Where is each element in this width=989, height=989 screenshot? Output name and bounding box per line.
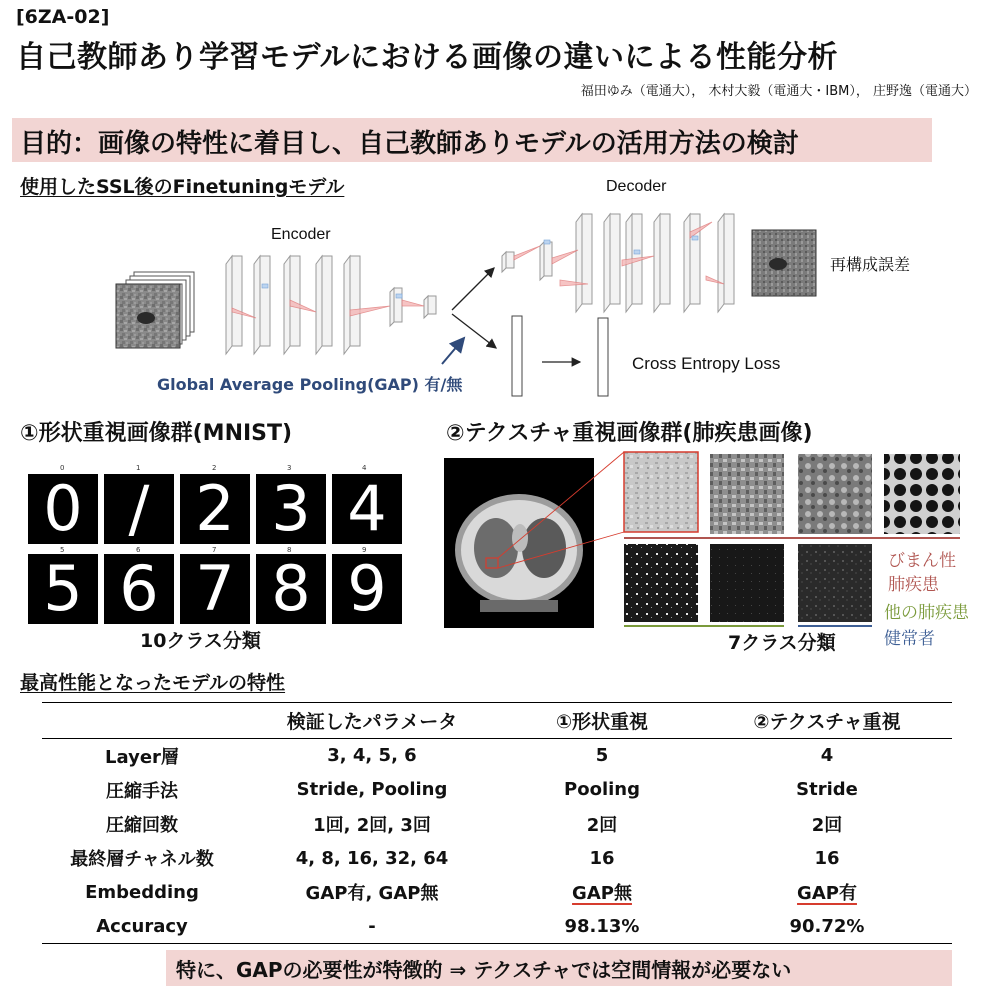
texture-sample bbox=[624, 544, 698, 622]
legend-diffuse-2: 肺疾患 bbox=[888, 575, 939, 595]
mnist-digit: 8 bbox=[256, 554, 326, 624]
authors: 福田ゆみ（電通大）， 木村大毅（電通大・IBM）， 庄野逸（電通大） bbox=[580, 84, 977, 99]
table-row bbox=[42, 841, 952, 875]
decoder-label: Decoder bbox=[606, 178, 667, 195]
column-header: ②テクスチャ重視 bbox=[702, 703, 952, 739]
digit-index: 2 bbox=[212, 464, 217, 472]
table-row bbox=[42, 909, 952, 943]
digit-index: 6 bbox=[136, 546, 141, 554]
row-label: 最終層チャネル数 bbox=[70, 849, 214, 871]
mnist-digit: 0 bbox=[28, 474, 98, 544]
table-cell: 98.13% bbox=[502, 909, 702, 943]
table-cell: 2回 bbox=[586, 814, 618, 836]
texture-sample bbox=[884, 454, 960, 534]
table-row bbox=[42, 875, 952, 909]
texture-class-count: 7クラス分類 bbox=[728, 632, 836, 654]
table-cell: Stride bbox=[796, 779, 858, 801]
table-cell: 90.72% bbox=[702, 909, 952, 943]
mnist-digit: 3 bbox=[256, 474, 326, 544]
highlighted-value: GAP有 bbox=[797, 883, 857, 905]
architecture-diagram bbox=[0, 160, 989, 410]
legend-healthy: 健常者 bbox=[884, 629, 935, 649]
mnist-digit: 9 bbox=[332, 554, 402, 624]
highlighted-value: GAP無 bbox=[572, 883, 632, 905]
column-header: ①形状重視 bbox=[502, 703, 702, 739]
table-cell bbox=[702, 875, 952, 909]
digit-index: 9 bbox=[362, 546, 367, 554]
table-cell bbox=[502, 875, 702, 909]
input-image-stack bbox=[116, 272, 194, 348]
texture-sample bbox=[710, 454, 784, 534]
architecture-heading: 使用したSSL後のFinetuningモデル bbox=[20, 176, 345, 198]
mnist-digit: 6 bbox=[104, 554, 174, 624]
row-label: Accuracy bbox=[42, 909, 242, 943]
mnist-class-count: 10クラス分類 bbox=[140, 630, 261, 652]
row-label: Layer層 bbox=[105, 746, 179, 768]
row-label: 圧縮回数 bbox=[106, 814, 178, 836]
digit-index: 1 bbox=[136, 464, 141, 472]
table-cell: Pooling bbox=[564, 779, 640, 801]
paper-id: [6ZA-02] bbox=[16, 6, 110, 28]
texture-heading: ②テクスチャ重視画像群(肺疾患画像) bbox=[446, 421, 813, 446]
table-cell: GAP有, GAP無 bbox=[305, 883, 439, 905]
table-row bbox=[42, 807, 952, 841]
texture-sample bbox=[624, 452, 698, 532]
column-header: 検証したパラメータ bbox=[242, 703, 502, 739]
digit-index: 5 bbox=[60, 546, 65, 554]
mnist-grid bbox=[28, 464, 408, 624]
table-row bbox=[42, 773, 952, 807]
table-cell: Stride, Pooling bbox=[296, 779, 448, 801]
table-header-row bbox=[42, 703, 952, 739]
mnist-digit: / bbox=[104, 474, 174, 544]
mnist-heading: ①形状重視画像群(MNIST) bbox=[20, 421, 293, 446]
digit-index: 3 bbox=[287, 464, 292, 472]
column-header bbox=[42, 703, 242, 739]
encoder-label: Encoder bbox=[271, 226, 331, 243]
mnist-digit: 4 bbox=[332, 474, 402, 544]
digit-index: 0 bbox=[60, 464, 65, 472]
cross-entropy-label: Cross Entropy Loss bbox=[632, 354, 781, 373]
results-table bbox=[42, 702, 952, 944]
table-row bbox=[42, 739, 952, 773]
conclusion-text: 特に、GAPの必要性が特徴的 ⇒ テクスチャでは空間情報が必要ない bbox=[176, 958, 792, 982]
purpose-statement: 目的：画像の特性に着目し、自己教師ありモデルの活用方法の検討 bbox=[20, 129, 799, 159]
table-cell: 16 bbox=[589, 847, 615, 869]
mnist-digit: 2 bbox=[180, 474, 250, 544]
table-cell: 3, 4, 5, 6 bbox=[327, 745, 417, 767]
feature-vector bbox=[512, 316, 522, 396]
digit-index: 7 bbox=[212, 546, 217, 554]
digit-index: 4 bbox=[362, 464, 367, 472]
gap-label: Global Average Pooling(GAP) 有/無 bbox=[157, 375, 463, 394]
table-cell: 5 bbox=[595, 745, 609, 767]
texture-sample bbox=[798, 454, 872, 534]
legend-diffuse: びまん性 bbox=[888, 551, 956, 571]
legend-other: 他の肺疾患 bbox=[884, 603, 969, 623]
table-cell: 16 bbox=[814, 847, 840, 869]
table-cell: 4, 8, 16, 32, 64 bbox=[295, 847, 449, 869]
digit-index: 8 bbox=[287, 546, 292, 554]
texture-sample bbox=[710, 544, 784, 622]
paper-title: 自己教師あり学習モデルにおける画像の違いによる性能分析 bbox=[16, 40, 838, 75]
reconstruction-error-label: 再構成誤差 bbox=[830, 255, 911, 274]
row-label: 圧縮手法 bbox=[106, 780, 178, 802]
mnist-digit: 7 bbox=[180, 554, 250, 624]
table-cell: 4 bbox=[820, 745, 834, 767]
output-vector bbox=[598, 318, 608, 396]
table-cell: 2回 bbox=[811, 814, 843, 836]
mnist-digit: 5 bbox=[28, 554, 98, 624]
results-heading: 最高性能となったモデルの特性 bbox=[20, 672, 286, 694]
table-cell: - bbox=[242, 909, 502, 943]
row-label: Embedding bbox=[85, 881, 199, 903]
ct-scan-image bbox=[444, 458, 594, 628]
texture-sample bbox=[798, 544, 872, 622]
table-cell: 1回, 2回, 3回 bbox=[313, 814, 431, 836]
